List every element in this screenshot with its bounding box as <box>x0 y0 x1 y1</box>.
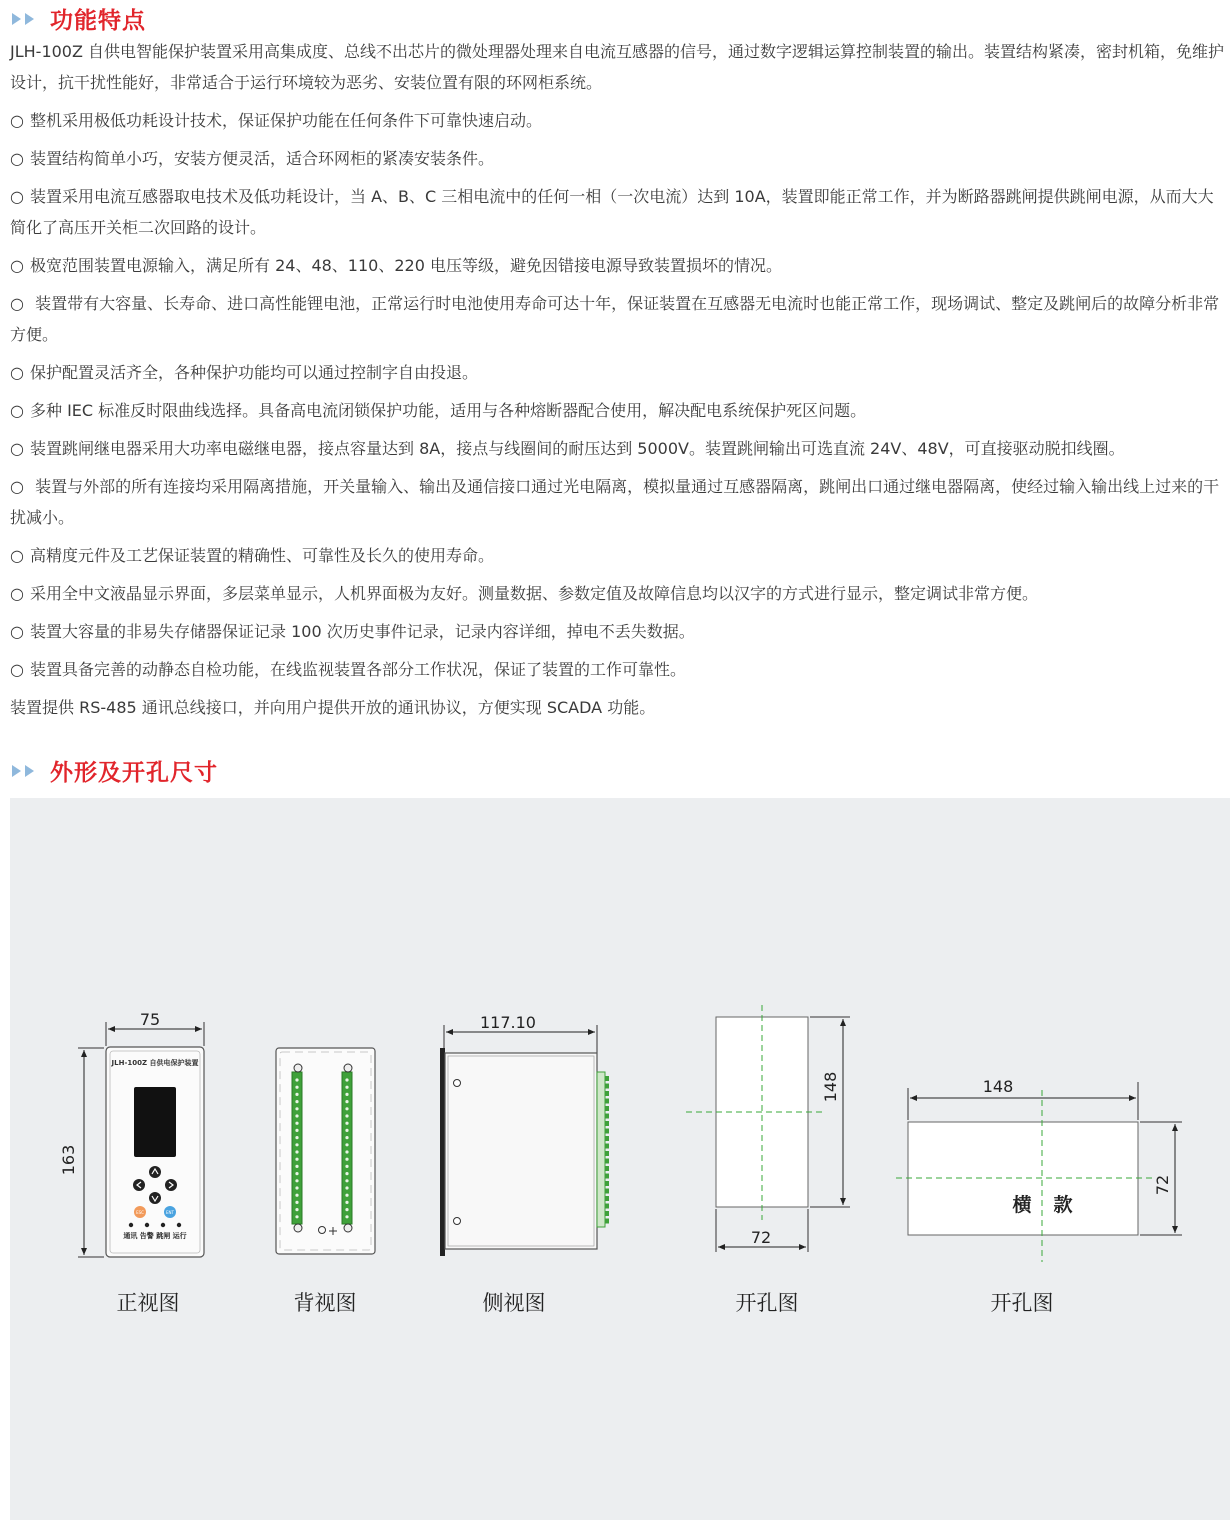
back-view-caption: 背视图 <box>293 1291 357 1315</box>
circle-bullet-icon: ○ <box>10 584 24 603</box>
feature-item-text: 保护配置灵活齐全，各种保护功能均可以通过控制字自由投退。 <box>30 363 479 382</box>
feature-item-text: 装置与外部的所有连接均采用隔离措施，开关量输入、输出及通信接口通过光电隔离，模拟量通过互感器隔离，跳闸出口通过继电器隔离，使经过输入输出线上过来的干扰减小。 <box>10 477 1220 527</box>
circle-bullet-icon: ○ <box>10 660 24 679</box>
cutout-v-height-dimension: 148 <box>821 1071 840 1103</box>
circle-bullet-icon: ○ <box>10 477 24 496</box>
front-width-dimension: 75 <box>139 1010 161 1029</box>
circle-bullet-icon: ○ <box>10 401 24 420</box>
circle-bullet-icon: ○ <box>10 111 24 130</box>
down-key-icon <box>149 1192 161 1204</box>
feature-item-text: 装置结构简单小巧，安装方便灵活，适合环网柜的紧凑安装条件。 <box>30 149 495 168</box>
cutout-horizontal-drawing <box>896 1077 1182 1262</box>
cutout-h-width-dimension: 148 <box>982 1077 1014 1096</box>
side-view-drawing <box>440 1013 609 1256</box>
feature-item-text: 多种 IEC 标准反时限曲线选择。具备高电流闭锁保护功能，适用与各种熔断器配合使用，解决配电系统保护死区问题。 <box>30 401 867 420</box>
cutout-vertical-drawing <box>686 1005 850 1252</box>
front-led-labels: 通讯 告警 跳闸 运行 <box>123 1232 187 1240</box>
left-key-icon <box>133 1179 145 1191</box>
circle-bullet-icon: ○ <box>10 256 24 275</box>
feature-item-text: 装置带有大容量、长寿命、进口高性能锂电池，正常运行时电池使用寿命可达十年，保证装置在互感器无电流时也能正常工作，现场调试、整定及跳闸后的故障分析非常方便。 <box>10 294 1220 344</box>
features-closing: 装置提供 RS-485 通讯总线接口，并向用户提供开放的通讯协议，方便实现 SCADA 功能。 <box>10 698 656 717</box>
circle-bullet-icon: ○ <box>10 187 24 206</box>
features-title-text: 功能特点 <box>50 8 146 34</box>
feature-item-text: 装置具备完善的动静态自检功能，在线监视装置各部分工作状况，保证了装置的工作可靠性。 <box>30 660 687 679</box>
back-view-drawing <box>276 1048 375 1254</box>
front-view-drawing <box>59 1010 204 1257</box>
orientation-label-2: 款 <box>1053 1194 1073 1216</box>
cutout-v-width-dimension: 72 <box>750 1228 772 1247</box>
feature-item-text: 装置大容量的非易失存储器保证记录 100 次历史事件记录，记录内容详细，掉电不丢失数据。 <box>30 622 695 641</box>
front-view-caption: 正视图 <box>116 1291 180 1315</box>
front-device-label: JLH-100Z 自供电保护装置 <box>111 1059 199 1067</box>
esc-key-label: ESC <box>136 1210 144 1215</box>
cutout-h-height-dimension: 72 <box>1153 1174 1172 1196</box>
feature-item-text: 高精度元件及工艺保证装置的精确性、可靠性及长久的使用寿命。 <box>30 546 495 565</box>
side-width-dimension: 117.10 <box>480 1013 536 1032</box>
feature-item-text: 采用全中文液晶显示界面，多层菜单显示，人机界面极为友好。测量数据、参数定值及故障信息均以汉字的方式进行显示，整定调试非常方便。 <box>30 584 1039 603</box>
circle-bullet-icon: ○ <box>10 149 24 168</box>
feature-item-text: 整机采用极低功耗设计技术，保证保护功能在任何条件下可靠快速启动。 <box>30 111 543 130</box>
circle-bullet-icon: ○ <box>10 546 24 565</box>
cutout-h-caption: 开孔图 <box>990 1291 1054 1315</box>
cutout-v-caption: 开孔图 <box>735 1291 799 1315</box>
circle-bullet-icon: ○ <box>10 294 24 313</box>
up-key-icon <box>149 1166 161 1178</box>
circle-bullet-icon: ○ <box>10 622 24 641</box>
lcd-screen <box>134 1087 176 1157</box>
front-height-dimension: 163 <box>59 1144 78 1176</box>
enter-key-label: ENT <box>166 1210 174 1215</box>
right-key-icon <box>165 1179 177 1191</box>
circle-bullet-icon: ○ <box>10 363 24 382</box>
side-view-caption: 侧视图 <box>482 1291 546 1315</box>
feature-item-text: 装置跳闸继电器采用大功率电磁继电器，接点容量达到 8A，接点与线圈间的耐压达到 5000V。装置跳闸输出可选直流 24V、48V，可直接驱动脱扣线圈。 <box>30 439 1125 458</box>
features-intro: JLH-100Z 自供电智能保护装置采用高集成度、总线不出芯片的微处理器处理来自电流互感器的信号，通过数字逻辑运算控制装置的输出。装置结构紧凑，密封机箱，免维护设计，抗干扰性能好，非常适合于运行环境较为恶劣、安装位置有限的环网柜系统。 <box>10 42 1225 92</box>
circle-bullet-icon: ○ <box>10 439 24 458</box>
feature-item-text: 装置采用电流互感器取电技术及低功耗设计，当 A、B、C 三相电流中的任何一相（一次电流）达到 10A，装置即能正常工作，并为断路器跳闸提供跳闸电源，从而大大简化了高压开关柜二次回路的设计。 <box>10 187 1214 237</box>
dimensions-title-text: 外形及开孔尺寸 <box>50 760 218 786</box>
side-terminals <box>605 1076 609 1224</box>
orientation-label-1: 横 <box>1012 1194 1032 1216</box>
feature-item-text: 极宽范围装置电源输入，满足所有 24、48、110、220 电压等级，避免因错接电源导致装置损坏的情况。 <box>30 256 782 275</box>
